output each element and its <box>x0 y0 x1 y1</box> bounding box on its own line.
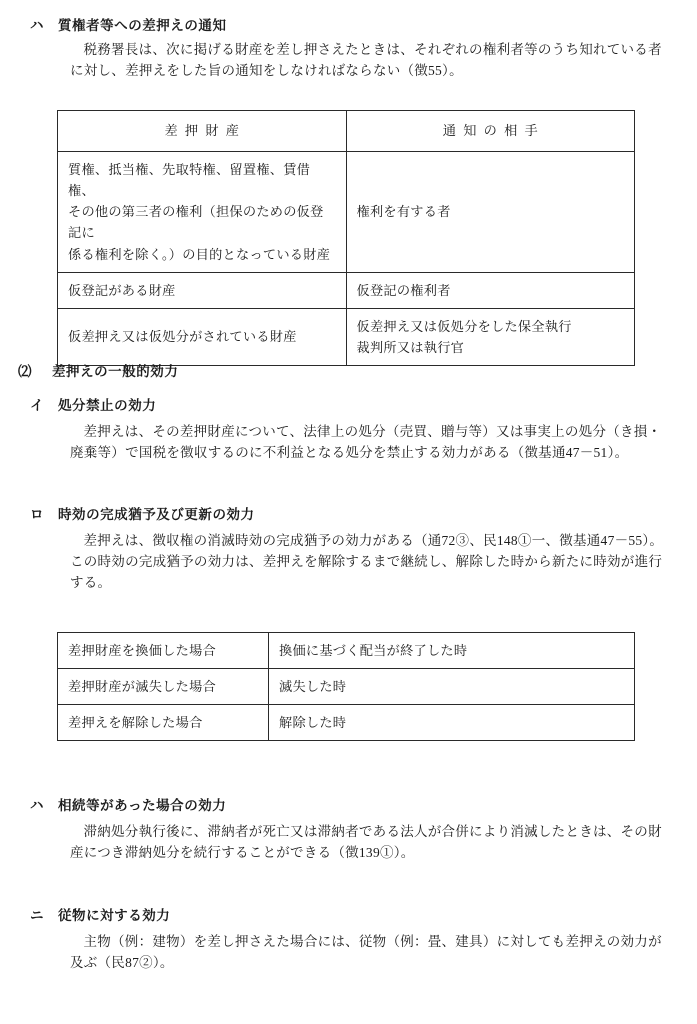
table-cell-recipient <box>346 272 635 308</box>
paragraph-line: 差押えは、徴収権の消滅時効の完成猶予の効力がある（通72③、民148①一、徴基通47－55）。 <box>83 533 664 548</box>
section-heading-succession-effect <box>30 796 670 817</box>
section-marker: ニ <box>30 908 45 923</box>
paragraph-notice-to-pledgee <box>70 40 690 82</box>
table-cell-property <box>58 152 347 273</box>
table-cell-case: 差押えを解除した場合 <box>58 705 269 741</box>
table-cell-case: 差押財産を換価した場合 <box>58 633 269 669</box>
paragraph-line: 廃棄等）で国税を徴収するのに不利益となる処分を禁止する効力がある（徴基通47－51）。 <box>70 444 629 460</box>
table-header-row <box>58 111 635 152</box>
paragraph-prescription-effect <box>70 531 697 594</box>
paragraph-line: する。 <box>70 574 112 590</box>
table-cell-timing: 解除した時 <box>269 705 635 741</box>
section-title: 時効の完成猶予及び更新の効力 <box>58 507 255 522</box>
cell-line: 権利を有する者 <box>356 204 451 220</box>
table-header-cell-notice-recipient: 通知の相手 <box>346 111 635 152</box>
table-row <box>58 669 635 705</box>
table-cell-timing: 換価に基づく配当が終了した時 <box>269 633 635 669</box>
section-marker: ⑵ <box>18 364 33 379</box>
section-heading-notice-to-pledgee <box>30 16 670 37</box>
table-header-cell-seized-property: 差押財産 <box>58 111 347 152</box>
section-marker: イ <box>30 398 45 413</box>
cell-line: 裁判所又は執行官 <box>356 339 465 355</box>
cell-line: 仮登記がある財産 <box>68 282 176 298</box>
section-title: 相続等があった場合の効力 <box>58 798 227 813</box>
table-notice-targets <box>57 110 635 366</box>
cell-line: その他の第三者の権利（担保のための仮登記に <box>68 204 324 241</box>
paragraph-succession-effect <box>70 822 697 864</box>
section-title: 差押えの一般的効力 <box>52 364 179 379</box>
table-prescription-restart <box>57 632 635 741</box>
table-row <box>58 633 635 669</box>
cell-line: 仮差押え又は仮処分がされている財産 <box>68 329 297 345</box>
paragraph-line: この時効の完成猶予の効力は、差押えを解除するまで継続し、解除した時から新たに時効が進行 <box>70 553 663 569</box>
section-heading-disposal-prohibition <box>30 396 670 417</box>
table-row <box>58 152 635 273</box>
paragraph-disposal-prohibition <box>70 422 697 464</box>
cell-line: 仮登記の権利者 <box>356 282 451 298</box>
paragraph-line: 差押えは、その差押財産について、法律上の処分（売買、贈与等）又は事実上の処分（き損・ <box>83 424 662 439</box>
section-heading-accessory-effect <box>30 906 670 927</box>
section-title: 質権者等への差押えの通知 <box>58 18 227 33</box>
table-cell-recipient <box>346 308 635 365</box>
section-marker: ハ <box>30 18 45 33</box>
paragraph-line: 主物（例：建物）を差し押さえた場合には、従物（例：畳、建具）に対しても差押えの効力が <box>83 934 662 949</box>
table-cell-property <box>58 308 347 365</box>
table-cell-property <box>58 272 347 308</box>
table-row <box>58 308 635 365</box>
section-marker: ハ <box>30 798 45 813</box>
cell-line: 係る権利を除く。）の目的となっている財産 <box>68 246 331 262</box>
section-heading-general-effect <box>18 362 658 383</box>
table-row <box>58 705 635 741</box>
section-title: 従物に対する効力 <box>58 908 171 923</box>
table-cell-recipient <box>346 152 635 273</box>
table-cell-timing: 滅失した時 <box>269 669 635 705</box>
section-heading-prescription-effect <box>30 505 670 526</box>
paragraph-line: 及ぶ（民87②）。 <box>70 954 174 970</box>
paragraph-line: 産につき滞納処分を続行することができる（徴139①）。 <box>70 844 415 860</box>
paragraph-accessory-effect <box>70 932 697 974</box>
cell-line: 仮差押え又は仮処分をした保全執行 <box>356 318 572 334</box>
paragraph-line: 税務署長は、次に掲げる財産を差し押さえたときは、それぞれの権利者等のうち知れている者 <box>83 42 662 57</box>
table-row <box>58 272 635 308</box>
paragraph-line: 滞納処分執行後に、滞納者が死亡又は滞納者である法人が合併により消滅したときは、その財 <box>83 824 662 839</box>
section-title: 処分禁止の効力 <box>58 398 157 413</box>
section-marker: ロ <box>30 507 45 522</box>
cell-line: 質権、抵当権、先取特権、留置権、賃借権、 <box>68 162 311 199</box>
paragraph-line: に対し、差押えをした旨の通知をしなければならない（徴55）。 <box>70 62 463 78</box>
table-cell-case: 差押財産が滅失した場合 <box>58 669 269 705</box>
